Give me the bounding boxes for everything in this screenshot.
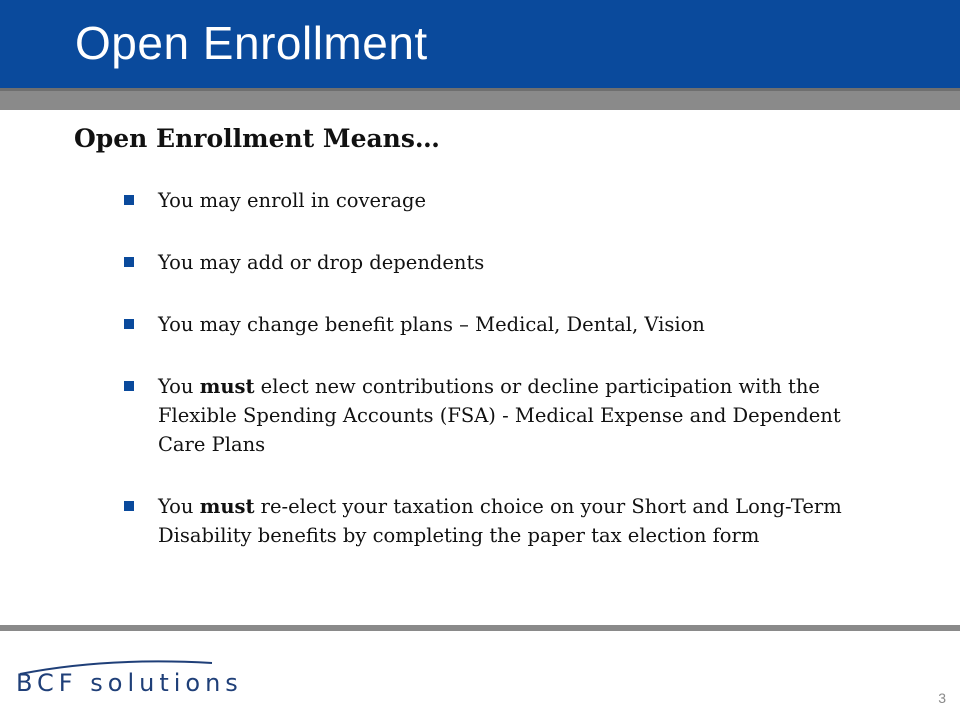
footer-rule [0,625,960,631]
bullet-item: You must re-elect your taxation choice on your Short and Long-Term Disability benefits by completing the paper tax election form [122,492,862,550]
page-number: 3 [938,690,946,706]
slide-title: Open Enrollment [75,17,428,69]
square-bullet-icon [124,195,134,205]
square-bullet-icon [124,319,134,329]
square-bullet-icon [124,381,134,391]
bullet-item: You may add or drop dependents [122,248,862,277]
bullet-item: You must elect new contributions or decline participation with the Flexible Spending Accounts (FSA) - Medical Expense and Dependent Care Plans [122,372,862,459]
logo-text: BCF solutions [16,669,243,697]
header-band [0,88,960,110]
title-bar [0,0,960,88]
slide-subtitle: Open Enrollment Means… [74,124,440,153]
square-bullet-icon [124,501,134,511]
bcf-solutions-logo [16,655,266,703]
bullet-list [122,186,862,583]
bullet-item: You may change benefit plans – Medical, Dental, Vision [122,310,862,339]
bullet-item: You may enroll in coverage [122,186,862,215]
square-bullet-icon [124,257,134,267]
